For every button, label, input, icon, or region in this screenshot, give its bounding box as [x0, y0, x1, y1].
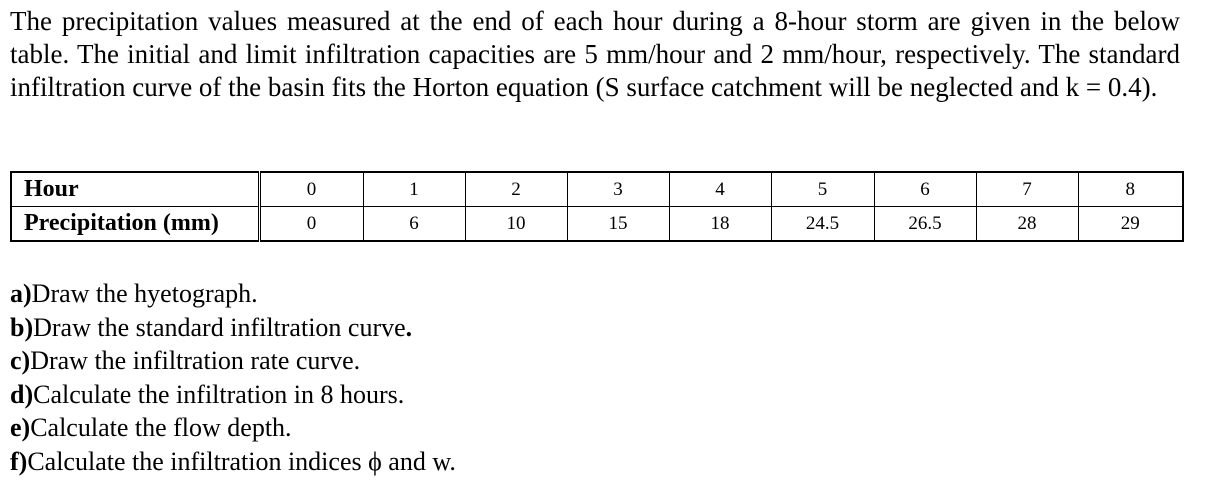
question-f	[10, 445, 456, 479]
question-letter: c)	[10, 346, 31, 375]
hour-cell: 1	[363, 172, 465, 207]
precipitation-row	[11, 207, 1183, 242]
question-b	[10, 311, 456, 345]
precipitation-cell: 18	[669, 207, 771, 242]
question-e	[10, 411, 456, 445]
precipitation-cell: 15	[567, 207, 669, 242]
precipitation-cell: 28	[976, 207, 1078, 242]
question-text: Calculate the infiltration indices ϕ and w.	[27, 446, 456, 476]
hour-cell: 0	[259, 172, 363, 207]
question-trail: .	[405, 312, 413, 342]
precipitation-table	[10, 171, 1184, 242]
hour-label: Hour	[11, 172, 259, 207]
precipitation-cell: 26.5	[874, 207, 976, 242]
question-letter: e)	[10, 413, 31, 442]
precipitation-label: Precipitation (mm)	[11, 207, 259, 242]
precipitation-cell: 10	[465, 207, 567, 242]
precipitation-cell: 6	[363, 207, 465, 242]
question-letter: b)	[10, 312, 34, 342]
question-text: Draw the hyetograph.	[31, 279, 258, 308]
hour-cell: 5	[771, 172, 874, 207]
hour-cell: 4	[669, 172, 771, 207]
hour-cell: 2	[465, 172, 567, 207]
question-d	[10, 378, 456, 412]
question-text: Calculate the flow depth.	[30, 413, 292, 442]
precipitation-cell: 0	[259, 207, 363, 242]
question-letter: d)	[10, 379, 34, 409]
problem-statement: The precipitation values measured at the end of each hour during a 8-hour storm are given in the below table. The initial and limit infiltration capacities are 5 mm/hour and 2 mm/hour, respectively. The standard infiltration curve of the basin fits the Horton equation (S surface catchment will be neglected and k = 0.4).	[10, 6, 1180, 102]
question-a	[10, 277, 456, 311]
question-letter: a)	[10, 279, 32, 308]
hour-cell: 3	[567, 172, 669, 207]
hour-cell: 7	[976, 172, 1078, 207]
question-letter: f)	[10, 446, 28, 476]
hour-cell: 6	[874, 172, 976, 207]
hour-cell: 8	[1078, 172, 1183, 207]
question-text: Calculate the infiltration in 8 hours.	[33, 379, 405, 409]
question-text: Draw the standard infiltration curve	[33, 312, 406, 342]
precipitation-cell: 24.5	[771, 207, 874, 242]
question-list	[10, 277, 456, 478]
question-text: Draw the infiltration rate curve.	[30, 346, 361, 375]
hour-row	[11, 172, 1183, 207]
precipitation-cell: 29	[1078, 207, 1183, 242]
question-c	[10, 344, 456, 378]
